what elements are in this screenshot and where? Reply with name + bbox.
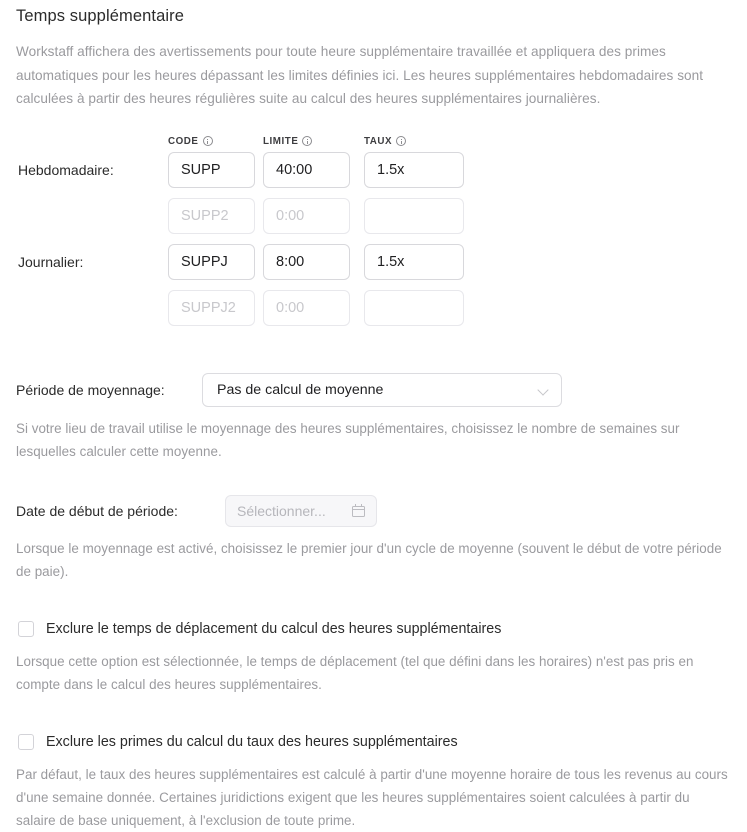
row-label-daily: Journalier: <box>18 253 84 270</box>
calendar-icon <box>352 504 365 517</box>
column-header-limit <box>263 136 364 147</box>
info-icon[interactable] <box>203 136 213 146</box>
cell-limit <box>263 152 364 188</box>
column-header-code <box>168 136 263 147</box>
period-start-row <box>16 495 731 527</box>
weekly-limit-input[interactable] <box>263 152 350 188</box>
overtime-table <box>16 129 731 331</box>
cell-code <box>168 290 263 326</box>
column-header-rate-label: TAUX <box>364 135 393 147</box>
averaging-period-row <box>16 373 731 407</box>
cell-rate <box>364 244 474 280</box>
period-start-date-input[interactable] <box>225 495 377 527</box>
averaging-period-label: Période de moyennage: <box>16 381 165 398</box>
column-header-limit-label: LIMITE <box>263 135 299 147</box>
weekly-limit-input-2[interactable] <box>263 198 350 234</box>
weekly-code-input-2[interactable] <box>168 198 255 234</box>
daily-limit-input-2[interactable] <box>263 290 350 326</box>
cell-limit <box>263 244 364 280</box>
cell-limit <box>263 198 364 234</box>
exclude-travel-time-row <box>16 619 731 639</box>
daily-code-input-2[interactable] <box>168 290 255 326</box>
daily-rate-input[interactable] <box>364 244 464 280</box>
weekly-code-input[interactable] <box>168 152 255 188</box>
daily-limit-input[interactable] <box>263 244 350 280</box>
period-start-label: Date de début de période: <box>16 502 178 519</box>
exclude-travel-time-checkbox[interactable] <box>18 621 34 637</box>
averaging-period-select-wrap <box>202 373 562 407</box>
cell-code <box>168 152 263 188</box>
exclude-travel-time-label[interactable]: Exclure le temps de déplacement du calcul des heures supplémentaires <box>46 620 502 637</box>
averaging-period-hint: Si votre lieu de travail utilise le moyennage des heures supplémentaires, choisissez le nombre de semaines sur lesquelles calculer cette moyenne. <box>16 420 680 459</box>
section-description: Workstaff affichera des avertissements pour toute heure supplémentaire travaillée et appliquera des primes automatiques pour les heures dépassant les limites définies ici. Les heures supplémentaires hebdomadaires sont calculées à partir des heures régulières suite au calcul des heures supplémentaires journalières. <box>16 44 704 106</box>
exclude-premiums-row <box>16 732 731 752</box>
weekly-rate-input-2[interactable] <box>364 198 464 234</box>
cell-rate <box>364 290 474 326</box>
exclude-travel-time-hint: Lorsque cette option est sélectionnée, le temps de déplacement (tel que défini dans les horaires) n'est pas pris en compte dans le calcul des heures supplémentaires. <box>16 653 694 692</box>
exclude-premiums-hint: Par défaut, le taux des heures supplémentaires est calculé à partir d'une moyenne horaire de tous les revenus au cours d'une semaine donnée. Certaines juridictions exigent que les heures supplémentaires soient calculées à partir du salaire de base uniquement, à l'exclusion de toute prime. <box>16 766 728 828</box>
page-title: Temps supplémentaire <box>16 7 184 25</box>
averaging-period-select[interactable] <box>202 373 562 407</box>
averaging-period-section <box>16 373 731 463</box>
period-start-section <box>16 495 731 583</box>
exclude-premiums-section <box>16 732 731 832</box>
averaging-period-selected-value: Pas de calcul de moyenne <box>217 381 384 398</box>
row-label-weekly: Hebdomadaire: <box>18 161 114 178</box>
info-icon[interactable] <box>302 136 312 146</box>
info-icon[interactable] <box>396 136 406 146</box>
cell-code <box>168 244 263 280</box>
table-row <box>16 285 731 331</box>
cell-code <box>168 198 263 234</box>
exclude-premiums-checkbox[interactable] <box>18 734 34 750</box>
overtime-table-header-row <box>16 129 731 147</box>
daily-code-input[interactable] <box>168 244 255 280</box>
column-header-rate <box>364 136 474 147</box>
column-header-code-label: CODE <box>168 135 199 147</box>
exclude-travel-time-section <box>16 619 731 696</box>
table-row <box>16 239 731 285</box>
exclude-premiums-label[interactable]: Exclure les primes du calcul du taux des heures supplémentaires <box>46 733 458 750</box>
cell-limit <box>263 290 364 326</box>
period-start-placeholder: Sélectionner... <box>237 502 326 519</box>
table-row <box>16 147 731 193</box>
daily-rate-input-2[interactable] <box>364 290 464 326</box>
weekly-rate-input[interactable] <box>364 152 464 188</box>
cell-rate <box>364 152 474 188</box>
table-row <box>16 193 731 239</box>
period-start-hint: Lorsque le moyennage est activé, choisissez le premier jour d'un cycle de moyenne (souvent le début de votre période de paie). <box>16 540 722 579</box>
cell-rate <box>364 198 474 234</box>
